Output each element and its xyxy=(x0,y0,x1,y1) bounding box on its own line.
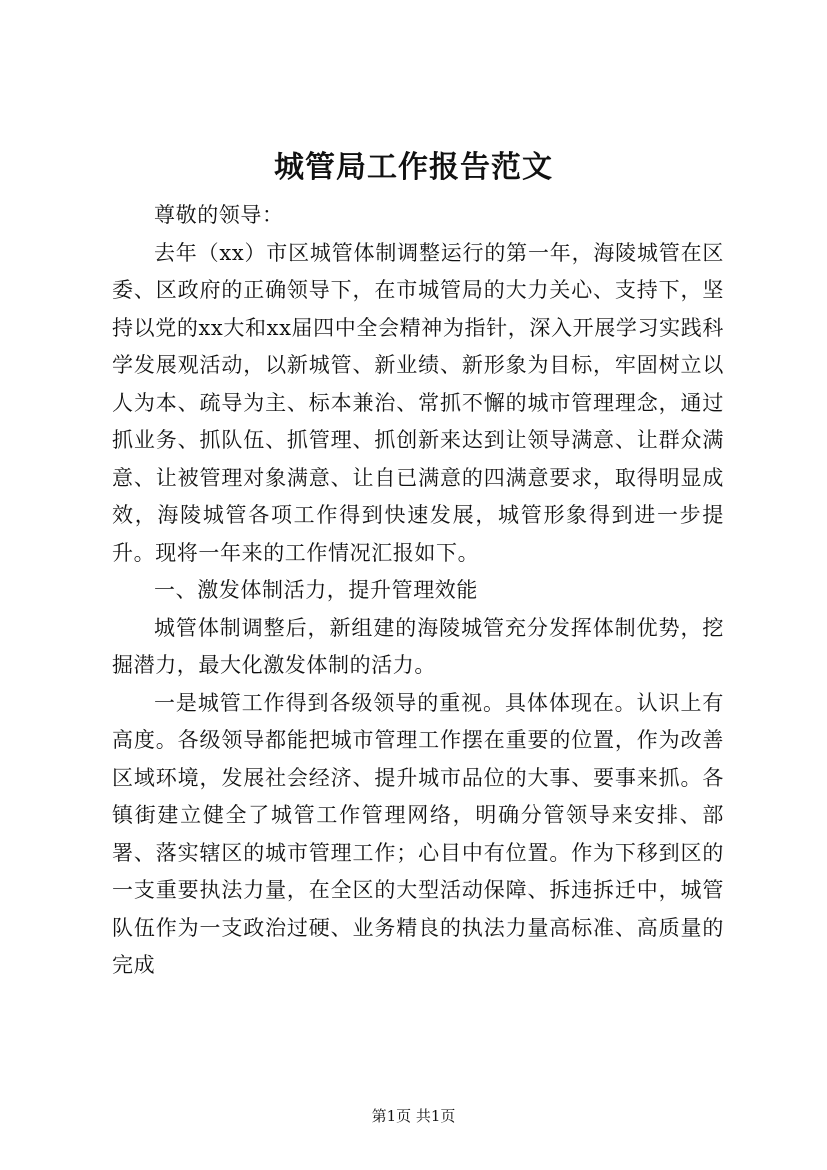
page-number-footer: 第1页 共1页 xyxy=(371,1107,456,1125)
section-1-paragraph: 城管体制调整后，新组建的海陵城管充分发挥体制优势，挖掘潜力，最大化激发体制的活力。 xyxy=(112,615,724,677)
document-body xyxy=(112,197,724,985)
section-heading-1: 一、激发体制活力，提升管理效能 xyxy=(154,578,478,602)
salutation-paragraph: 尊敬的领导： xyxy=(154,203,284,227)
document-title: 城管局工作报告范文 xyxy=(274,150,553,185)
section-1-point-1-paragraph: 一是城管工作得到各级领导的重视。具体体现在。认识上有高度。各级领导都能把城市管理工作摆在重要的位置，作为改善区域环境，发展社会经济、提升城市品位的大事、要事来抓。各镇街建立健全了城管工作管理网络，明确分管领导来安排、部署、落实辖区的城市管理工作；心目中有位置。作为下移到区的一支重要执法力量，在全区的大型活动保障、拆违拆迁中，城管队伍作为一支政治过硬、业务精良的执法力量高标准、高质量的完成 xyxy=(112,690,724,977)
intro-paragraph: 去年（xx）市区城管体制调整运行的第一年，海陵城管在区委、区政府的正确领导下，在市城管局的大力关心、支持下，坚持以党的xx大和xx届四中全会精神为指针，深入开展学习实践科学发展观活动，以新城管、新业绩、新形象为目标，牢固树立以人为本、疏导为主、标本兼治、常抓不懈的城市管理理念，通过抓业务、抓队伍、抓管理、抓创新来达到让领导满意、让群众满意、让被管理对象满意、让自已满意的四满意要求，取得明显成效，海陵城管各项工作得到快速发展，城管形象得到进一步提升。现将一年来的工作情况汇报如下。 xyxy=(112,240,724,565)
